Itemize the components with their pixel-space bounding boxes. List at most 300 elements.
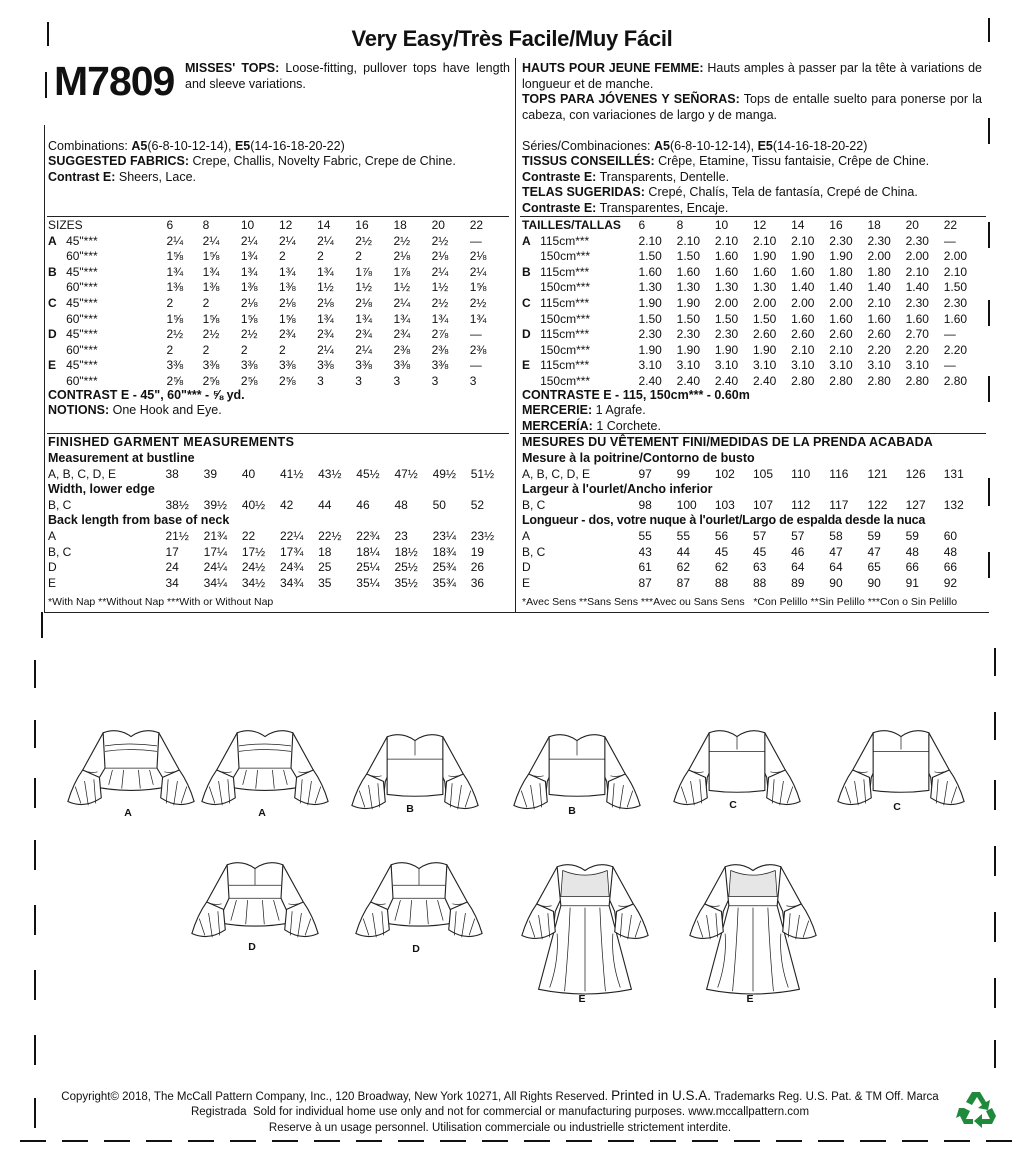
crop-mark: [34, 840, 36, 870]
table-row: [522, 249, 984, 265]
table-cell: 2¼: [317, 342, 334, 357]
table-cell: 2: [202, 295, 210, 310]
table-cell: 1⅞: [355, 264, 372, 279]
table-row: [48, 296, 510, 312]
table-cell: D: [522, 560, 531, 575]
table-cell: 115cm***: [540, 295, 590, 310]
table-cell: 2.30: [638, 327, 662, 342]
finished-rule: [47, 433, 509, 434]
table-cell: 39½: [203, 498, 228, 512]
dash-mark: [650, 1140, 676, 1142]
table-cell: 1.60: [905, 311, 929, 326]
table-cell: 150cm***: [540, 373, 591, 388]
table-cell: 1.30: [714, 280, 739, 295]
left-rule: [44, 125, 45, 613]
table-cell: 2.10: [791, 342, 815, 357]
table-cell: 1⅝: [240, 311, 258, 326]
table-cell: 2.00: [905, 249, 929, 264]
table-cell: C: [522, 295, 531, 310]
dash-mark: [482, 1140, 508, 1142]
table-cell: 150cm***: [540, 311, 591, 326]
footer-line-1: [0, 1088, 1000, 1105]
table-cell: 1.60: [752, 264, 777, 279]
table-cell: 22¾: [356, 529, 380, 543]
table-row: [522, 280, 984, 296]
table-cell: 2.10: [905, 264, 929, 279]
footnote-en: *With Nap **Without Nap ***With or Without Nap: [48, 596, 274, 608]
table-cell: —: [469, 327, 482, 342]
table-cell: 87: [638, 575, 652, 590]
table-cell: 1¾: [317, 264, 334, 279]
crop-mark: [994, 846, 996, 876]
bust-table: [48, 467, 510, 483]
table-row: [522, 545, 984, 561]
table-cell: 2.10: [676, 233, 701, 248]
table-header-cell: 16: [355, 218, 369, 232]
table-cell: 66: [905, 560, 919, 575]
table-header-cell: 12: [752, 218, 767, 232]
table-cell: B, C: [522, 498, 546, 512]
table-cell: 2¾: [278, 327, 296, 342]
contrast-text: Sheers, Lace.: [118, 170, 196, 184]
table-cell: 127: [905, 498, 926, 512]
table-cell: 116: [829, 467, 849, 481]
table-cell: 1⅝: [202, 311, 220, 326]
table-cell: 2½: [202, 327, 220, 342]
table-cell: 2: [278, 342, 286, 357]
table-cell: 36: [470, 575, 485, 590]
table-cell: A: [522, 529, 531, 543]
dash-mark: [944, 1140, 970, 1142]
notions-label: MERCERIE:: [522, 403, 593, 417]
width-title: Largeur à l'ourlet/Ancho inferior: [522, 482, 713, 496]
combination-a-sizes: (6-8-10-12-14),: [670, 139, 755, 153]
table-cell: 60"***: [66, 249, 98, 264]
view-sketch: [354, 854, 484, 949]
table-cell: 59: [905, 529, 919, 543]
table-cell: 1.90: [638, 342, 662, 357]
table-cell: 35½: [394, 575, 418, 590]
table-cell: 3.10: [714, 358, 739, 373]
back-length-title: Back length from base of neck: [48, 513, 230, 527]
table-cell: 3⅜: [317, 358, 334, 373]
table-cell: 22½: [318, 529, 342, 543]
view-label: B: [406, 803, 414, 815]
table-cell: 103: [714, 498, 735, 512]
table-cell: 2.30: [829, 233, 853, 248]
table-cell: 45"***: [66, 233, 98, 248]
view-sketch: [350, 726, 480, 821]
bust-title: Measurement at bustline: [48, 451, 195, 465]
table-cell: 44: [676, 544, 691, 559]
table-cell: 1⅜: [240, 280, 258, 295]
table-row: [522, 327, 984, 343]
combinations-en: [48, 139, 345, 155]
table-cell: 1.50: [638, 311, 662, 326]
view-label: E: [578, 993, 586, 1005]
table-cell: 1.60: [829, 311, 853, 326]
fabrics-text: Crepe, Challis, Novelty Fabric, Crepe de Chine.: [192, 154, 456, 168]
recycle-icon: [956, 1088, 1000, 1130]
table-row: [522, 498, 984, 514]
view-label: E: [746, 993, 754, 1005]
table-cell: 2¾: [355, 327, 372, 342]
table-cell: 55: [676, 529, 691, 543]
table-cell: 1¾: [278, 264, 296, 279]
table-cell: 2½: [393, 233, 411, 248]
table-cell: 3⅜: [431, 358, 449, 373]
fabrics-label: TISSUS CONSEILLÉS:: [522, 154, 655, 168]
table-cell: 64: [791, 560, 805, 575]
table-cell: 21¾: [203, 529, 228, 543]
intro-en-text: Loose-fitting, pullover tops have length and sleeve variations.: [185, 61, 510, 91]
table-cell: 2.80: [829, 373, 853, 388]
footer-line-3: Reserve à un usage personnel. Utilisation commerciale ou industrielle strictement interdite.: [268, 1122, 732, 1134]
dash-mark: [104, 1140, 130, 1142]
table-header-cell: 8: [676, 218, 684, 232]
table-row: [522, 312, 984, 328]
table-row: [48, 280, 510, 296]
yardage-table-imperial: [48, 218, 510, 390]
table-row: [48, 560, 510, 576]
table-cell: 45: [752, 544, 767, 559]
table-row: [48, 529, 510, 545]
table-header-cell: 16: [829, 218, 843, 232]
intro-english: [185, 61, 510, 92]
table-cell: 2⅝: [240, 373, 258, 388]
table-cell: E: [48, 358, 57, 373]
table-cell: 40½: [241, 498, 266, 512]
view-sketch: [200, 722, 330, 817]
contrast-e-yardage: CONTRAST E - 45", 60"*** - ⅝ yd.: [48, 388, 245, 402]
view-sketch: [512, 726, 642, 821]
table-cell: [48, 343, 66, 359]
contrast-fr: [522, 170, 729, 186]
intro-fr-text: Hauts amples à passer par la tête à variations de longueur et de manche.: [522, 61, 982, 91]
table-cell: 60"***: [66, 311, 98, 326]
table-cell: 2.10: [791, 233, 815, 248]
table-cell: 45½: [356, 467, 380, 481]
copyright-text: Copyright© 2018, The McCall Pattern Company, Inc., 120 Broadway, New York 10271, All Rights Reserved.: [61, 1091, 608, 1103]
table-cell: B: [48, 264, 57, 279]
table-cell: 40: [241, 467, 256, 481]
table-cell: 1.90: [714, 342, 739, 357]
back-length-table: [522, 529, 984, 591]
table-row: [48, 358, 510, 374]
table-cell: 2.00: [867, 249, 891, 264]
table-header-cell: 20: [905, 218, 919, 232]
contrast-en: [48, 170, 196, 186]
table-cell: 1.30: [752, 280, 777, 295]
table-cell: 2.60: [752, 327, 777, 342]
table-cell: 25¼: [356, 560, 380, 575]
table-cell: 2.40: [638, 373, 662, 388]
table-cell: 62: [676, 560, 691, 575]
intro-french: [522, 61, 982, 92]
table-cell: 1.50: [752, 311, 777, 326]
table-cell: 2: [166, 295, 174, 310]
table-cell: 2.20: [905, 342, 929, 357]
table-cell: D: [48, 327, 57, 342]
finished-measurements-title: FINISHED GARMENT MEASUREMENTS: [48, 435, 295, 449]
dash-mark: [440, 1140, 466, 1142]
view-sketch: [688, 854, 818, 1004]
contrast-label: Contraste E:: [522, 201, 597, 215]
table-cell: 17¾: [279, 544, 304, 559]
table-cell: 3: [355, 373, 362, 388]
table-cell: 2¼: [355, 342, 372, 357]
dash-mark: [818, 1140, 844, 1142]
table-cell: 92: [943, 575, 958, 590]
table-cell: 2¼: [166, 233, 184, 248]
table-cell: 115cm***: [540, 264, 590, 279]
table-cell: 121: [867, 467, 888, 481]
crop-mark: [45, 72, 47, 98]
table-cell: 2⅛: [355, 295, 372, 310]
table-cell: A: [48, 233, 57, 248]
table-cell: 3.10: [676, 358, 701, 373]
dash-mark: [356, 1140, 382, 1142]
table-cell: 64: [829, 560, 843, 575]
table-cell: 47½: [394, 467, 418, 481]
notions-fr: [522, 403, 646, 419]
intro-es-text: Tops de entalle suelto para ponerse por la cabeza, con variaciones de largo y de manga.: [522, 92, 982, 122]
table-cell: 18½: [394, 544, 418, 559]
dash-mark: [20, 1140, 46, 1142]
table-cell: 115cm***: [540, 327, 590, 342]
contrast-label: Contraste E:: [522, 170, 597, 184]
table-row: [522, 296, 984, 312]
table-cell: 1¾: [240, 249, 258, 264]
printed-text: Printed in U.S.A.: [611, 1088, 711, 1103]
table-cell: D: [522, 327, 531, 342]
table-cell: 2⅜: [469, 342, 487, 357]
table-header-cell: 14: [791, 218, 805, 232]
table-cell: 2¾: [393, 327, 411, 342]
table-cell: 2⅛: [278, 295, 296, 310]
width-table: [522, 498, 984, 514]
view-label: D: [412, 943, 420, 955]
dash-mark: [734, 1140, 760, 1142]
table-cell: 2: [355, 249, 362, 264]
table-cell: 1.50: [638, 249, 662, 264]
table-cell: 2: [317, 249, 324, 264]
crop-mark: [34, 970, 36, 1000]
view-label: B: [568, 805, 576, 817]
table-header-cell: 22: [469, 218, 484, 232]
table-cell: 102: [714, 467, 735, 481]
table-header-row: [48, 218, 510, 234]
table-cell: 48: [905, 544, 919, 559]
table-cell: 2¾: [317, 327, 334, 342]
table-header-cell: 18: [867, 218, 881, 232]
table-cell: 131: [943, 467, 964, 481]
width-table: [48, 498, 510, 514]
table-cell: 3.10: [638, 358, 662, 373]
table-cell: 2.30: [714, 327, 739, 342]
crop-mark: [994, 648, 996, 676]
table-cell: 3: [393, 373, 401, 388]
notions-text: One Hook and Eye.: [112, 403, 222, 417]
table-cell: 18¾: [432, 544, 456, 559]
table-cell: 2.20: [943, 342, 968, 357]
view-label: D: [248, 941, 256, 953]
table-cell: A: [48, 529, 57, 543]
table-cell: 1¾: [166, 264, 184, 279]
crop-mark: [34, 905, 36, 935]
table-row: [48, 249, 510, 265]
table-cell: 22¼: [279, 529, 304, 543]
table-cell: 2.40: [676, 373, 701, 388]
crop-mark: [988, 552, 990, 578]
footer-line-2: Registrada Sold for individual home use only and not for commercial or manufacturing purposes. www.mccallpattern.com: [190, 1106, 810, 1118]
table-cell: 1¾: [355, 311, 372, 326]
table-cell: 1⅜: [278, 280, 296, 295]
table-cell: 117: [829, 498, 849, 512]
table-cell: E: [522, 575, 531, 590]
crop-mark: [988, 222, 990, 248]
combinations-label: Séries/Combinaciones:: [522, 139, 651, 153]
table-cell: 1.30: [676, 280, 701, 295]
crop-mark: [994, 1040, 996, 1068]
page-title: Very Easy/Très Facile/Muy Fácil: [351, 26, 673, 51]
table-cell: 1½: [317, 280, 334, 295]
table-cell: 1⅝: [469, 280, 487, 295]
table-cell: 2.70: [905, 327, 929, 342]
footnote-fr-es: *Avec Sens **Sans Sens ***Avec ou Sans Sens *Con Pelillo **Sin Pelillo ***Con o Sin Pelillo: [522, 596, 958, 608]
table-row: [522, 576, 984, 592]
combination-e-sizes: (14-16-18-20-22): [250, 139, 345, 153]
table-cell: 2: [278, 249, 286, 264]
fabrics-fr: [522, 154, 929, 170]
crop-mark: [988, 478, 990, 506]
table-cell: 25¾: [432, 560, 456, 575]
table-cell: 3: [317, 373, 324, 388]
table-cell: 2¼: [317, 233, 334, 248]
table-cell: 1⅝: [166, 311, 184, 326]
table-cell: 1.40: [867, 280, 891, 295]
table-cell: 1.40: [829, 280, 853, 295]
table-cell: [48, 280, 66, 296]
table-cell: 126: [905, 467, 926, 481]
table-cell: 2½: [431, 233, 449, 248]
table-header-cell: 22: [943, 218, 958, 232]
view-sketch: [520, 854, 650, 1004]
dash-mark: [524, 1140, 550, 1142]
table-cell: 1.50: [943, 280, 968, 295]
table-cell: 2½: [469, 295, 487, 310]
table-cell: 2.30: [867, 233, 891, 248]
combinations-fr: [522, 139, 867, 155]
table-cell: 150cm***: [540, 249, 591, 264]
table-row: [48, 545, 510, 561]
table-cell: 1.60: [638, 264, 662, 279]
dash-mark: [398, 1140, 424, 1142]
table-cell: 2¼: [278, 233, 296, 248]
dash-mark: [692, 1140, 718, 1142]
table-cell: 2¼: [393, 295, 411, 310]
table-cell: 48: [394, 498, 408, 512]
table-cell: 122: [867, 498, 888, 512]
fabrics-es: [522, 185, 918, 201]
notions-label: MERCERÍA:: [522, 419, 593, 433]
table-cell: A, B, C, D, E: [48, 467, 117, 481]
dash-mark: [146, 1140, 172, 1142]
table-row: [48, 312, 510, 328]
table-cell: 2¼: [202, 233, 220, 248]
table-cell: 2.00: [829, 295, 853, 310]
table-cell: —: [943, 358, 956, 373]
contraste-e-yardage: CONTRASTE E - 115, 150cm*** - 0.60m: [522, 388, 750, 402]
table-cell: —: [943, 233, 956, 248]
table-cell: 1.90: [752, 249, 777, 264]
table-cell: 1¾: [393, 311, 411, 326]
table-cell: 1⅜: [166, 280, 184, 295]
table-cell: 3.10: [867, 358, 891, 373]
table-cell: —: [469, 358, 482, 373]
table-row: [522, 265, 984, 281]
table-cell: B: [522, 264, 531, 279]
contrast-text: Transparents, Dentelle.: [599, 170, 730, 184]
table-row: [522, 560, 984, 576]
table-cell: 2: [202, 342, 210, 357]
intro-spanish: [522, 92, 982, 123]
table-cell: 61: [638, 560, 652, 575]
table-header-cell: 6: [638, 218, 646, 232]
table-cell: 19: [470, 544, 485, 559]
dash-mark: [776, 1140, 802, 1142]
table-cell: B, C: [522, 544, 546, 559]
table-cell: —: [943, 327, 956, 342]
table-cell: 1.90: [791, 249, 815, 264]
table-row: [522, 234, 984, 250]
bust-table: [522, 467, 984, 483]
table-row: [522, 358, 984, 374]
view-label: A: [124, 807, 132, 819]
table-row: [48, 467, 510, 483]
table-cell: 17½: [241, 544, 266, 559]
combination-a: A5: [654, 139, 671, 153]
notions-label: NOTIONS:: [48, 403, 110, 417]
fabrics-en: [48, 154, 456, 170]
table-cell: 43: [638, 544, 652, 559]
table-cell: 3: [431, 373, 439, 388]
table-cell: 3: [469, 373, 477, 388]
table-cell: 21½: [165, 529, 189, 543]
table-header-row: [522, 218, 984, 234]
table-header-cell: 20: [431, 218, 445, 232]
notions-text: 1 Corchete.: [596, 419, 661, 433]
table-cell: 35¾: [432, 575, 456, 590]
yardage-table-metric: [522, 218, 984, 390]
table-cell: 57: [791, 529, 805, 543]
table-cell: 2.60: [829, 327, 853, 342]
table-cell: 2½: [240, 327, 258, 342]
table-row: [48, 576, 510, 592]
view-label: C: [729, 799, 737, 811]
table-row: [48, 498, 510, 514]
table-cell: 2⅝: [202, 373, 220, 388]
table-cell: 45"***: [66, 264, 98, 279]
table-cell: 65: [867, 560, 881, 575]
table-row: [48, 265, 510, 281]
table-cell: 87: [676, 575, 691, 590]
table-header-cell: 6: [166, 218, 174, 232]
table-row: [522, 467, 984, 483]
combination-e: E5: [234, 139, 251, 153]
table-cell: 60: [943, 529, 958, 543]
table-cell: 1.30: [638, 280, 662, 295]
